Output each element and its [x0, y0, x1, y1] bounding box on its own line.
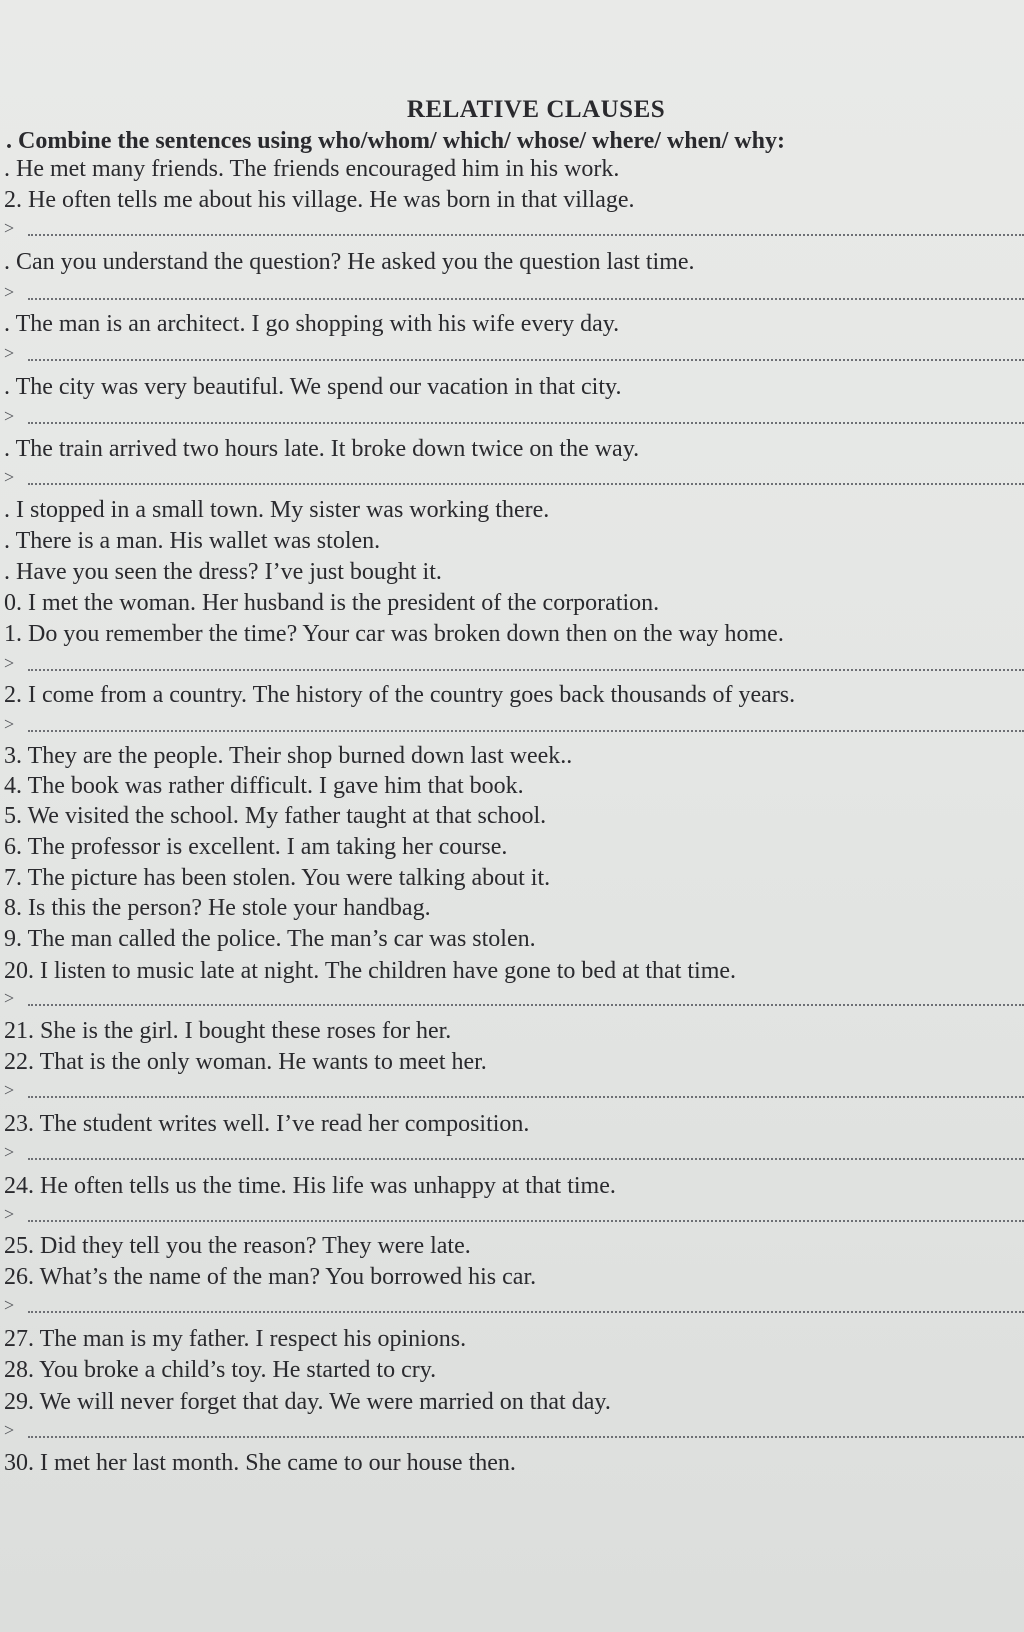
answer-arrow: > [4, 653, 15, 673]
exercise-item: . Have you seen the dress? I’ve just bought it. [4, 559, 442, 585]
answer-arrow: > [4, 282, 15, 302]
answer-line[interactable] [4, 282, 1024, 308]
answer-line[interactable] [4, 1204, 1024, 1230]
exercise-item: 9. The man called the police. The man’s car was stolen. [4, 926, 536, 952]
dotted-rule [28, 234, 1024, 236]
answer-line[interactable] [4, 714, 1024, 740]
exercise-item: . I stopped in a small town. My sister was working there. [4, 497, 550, 523]
exercise-instruction: . Combine the sentences using who/whom/ which/ whose/ where/ when/ why: [6, 128, 785, 154]
exercise-item: 3. They are the people. Their shop burned down last week.. [4, 743, 573, 769]
answer-arrow: > [4, 406, 15, 426]
dotted-rule [28, 669, 1024, 671]
answer-arrow: > [4, 714, 15, 734]
dotted-rule [28, 1004, 1024, 1006]
answer-arrow: > [4, 1295, 15, 1315]
exercise-item: . There is a man. His wallet was stolen. [4, 528, 381, 554]
exercise-item: 25. Did they tell you the reason? They were late. [4, 1233, 471, 1259]
exercise-item: 6. The professor is excellent. I am taking her course. [4, 834, 508, 860]
exercise-item: . He met many friends. The friends encouraged him in his work. [4, 156, 620, 182]
dotted-rule [28, 1220, 1024, 1222]
answer-line[interactable] [4, 1142, 1024, 1168]
exercise-item: 27. The man is my father. I respect his opinions. [4, 1326, 467, 1352]
dotted-rule [28, 422, 1024, 424]
exercise-item: 5. We visited the school. My father taught at that school. [4, 803, 547, 829]
dotted-rule [28, 1158, 1024, 1160]
dotted-rule [28, 359, 1024, 361]
answer-arrow: > [4, 1142, 15, 1162]
exercise-item: 1. Do you remember the time? Your car was broken down then on the way home. [4, 621, 784, 647]
exercise-item: 8. Is this the person? He stole your handbag. [4, 895, 431, 921]
exercise-item: 29. We will never forget that day. We were married on that day. [4, 1389, 611, 1415]
answer-line[interactable] [4, 1420, 1024, 1446]
dotted-rule [28, 483, 1024, 485]
exercise-item: 4. The book was rather difficult. I gave him that book. [4, 773, 524, 799]
dotted-rule [28, 1096, 1024, 1098]
exercise-item: . Can you understand the question? He asked you the question last time. [4, 249, 695, 275]
answer-arrow: > [4, 1204, 15, 1224]
answer-line[interactable] [4, 1295, 1024, 1321]
exercise-item: 21. She is the girl. I bought these roses for her. [4, 1018, 452, 1044]
exercise-item: 30. I met her last month. She came to our house then. [4, 1450, 516, 1476]
exercise-item: . The city was very beautiful. We spend our vacation in that city. [4, 374, 622, 400]
exercise-item: 26. What’s the name of the man? You borrowed his car. [4, 1264, 537, 1290]
exercise-item: 7. The picture has been stolen. You were talking about it. [4, 865, 551, 891]
answer-line[interactable] [4, 467, 1024, 493]
dotted-rule [28, 1436, 1024, 1438]
answer-line[interactable] [4, 653, 1024, 679]
answer-arrow: > [4, 988, 15, 1008]
answer-line[interactable] [4, 988, 1024, 1014]
dotted-rule [28, 730, 1024, 732]
exercise-item: 24. He often tells us the time. His life was unhappy at that time. [4, 1173, 616, 1199]
dotted-rule [28, 298, 1024, 300]
answer-arrow: > [4, 218, 15, 238]
answer-arrow: > [4, 343, 15, 363]
answer-arrow: > [4, 1420, 15, 1440]
answer-line[interactable] [4, 406, 1024, 432]
exercise-item: 23. The student writes well. I’ve read her composition. [4, 1111, 530, 1137]
exercise-item: 2. I come from a country. The history of the country goes back thousands of years. [4, 682, 796, 708]
answer-line[interactable] [4, 343, 1024, 369]
exercise-item: 20. I listen to music late at night. The children have gone to bed at that time. [4, 958, 737, 984]
dotted-rule [28, 1311, 1024, 1313]
page-title: RELATIVE CLAUSES [406, 96, 666, 123]
exercise-item: 2. He often tells me about his village. He was born in that village. [4, 187, 635, 213]
answer-line[interactable] [4, 1080, 1024, 1106]
answer-arrow: > [4, 1080, 15, 1100]
answer-arrow: > [4, 467, 15, 487]
exercise-item: 28. You broke a child’s toy. He started to cry. [4, 1357, 437, 1383]
exercise-item: 22. That is the only woman. He wants to meet her. [4, 1049, 487, 1075]
exercise-item: 0. I met the woman. Her husband is the president of the corporation. [4, 590, 660, 616]
exercise-item: . The man is an architect. I go shopping with his wife every day. [4, 311, 620, 337]
answer-line[interactable] [4, 218, 1024, 244]
exercise-item: . The train arrived two hours late. It broke down twice on the way. [4, 436, 640, 462]
